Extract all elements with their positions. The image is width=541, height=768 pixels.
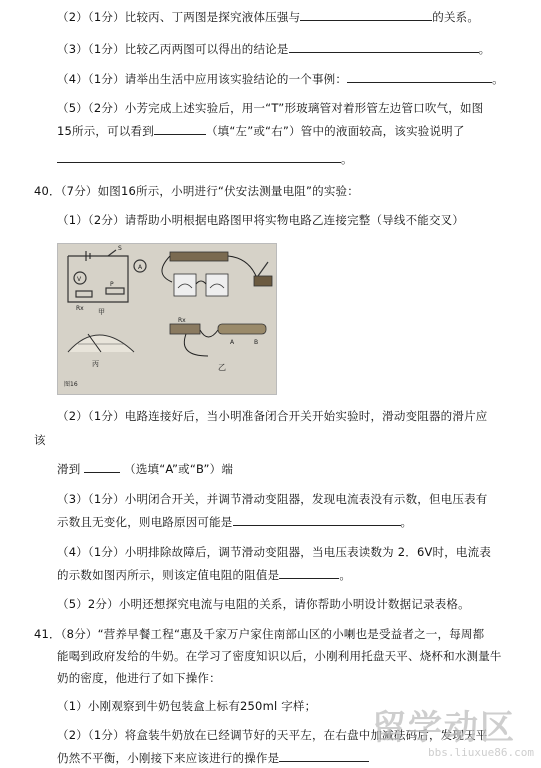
battery-holder xyxy=(170,252,228,261)
q41-part1: （1）小刚观察到牛奶包装盒上标有250ml 字样； xyxy=(57,699,317,713)
resistor-board xyxy=(170,324,200,334)
label-b2: B xyxy=(254,339,259,346)
q39-part5-text-a: 15所示，可以看到 xyxy=(57,124,154,138)
period: 。 xyxy=(478,42,491,56)
q40-part2-text-a: 滑到 xyxy=(57,462,81,476)
q39-part2-text: （2）（1分）比较丙、丁两图是探究液体压强与 xyxy=(57,10,301,24)
rheostat xyxy=(218,324,266,334)
q40-part5: （5）2分）小明还想探究电流与电阻的关系，请你帮助小明设计数据记录表格。 xyxy=(57,597,470,611)
q40-title: 40．（7分）如图16所示，小明进行“伏安法测量电阻”的实验： xyxy=(34,184,359,198)
answer-blank[interactable] xyxy=(300,8,432,21)
q39-part2-suffix: 的关系。 xyxy=(432,10,480,24)
period: 。 xyxy=(400,515,413,529)
q41-part2-text: 仍然不平衡，小刚接下来应该进行的操作是 xyxy=(57,751,280,765)
answer-blank[interactable] xyxy=(84,460,120,473)
q40-part1: （1）（2分）请帮助小明根据电路图甲将实物电路乙连接完整（导线不能交叉） xyxy=(57,213,465,227)
period: 。 xyxy=(339,568,352,582)
answer-blank[interactable] xyxy=(154,122,206,135)
label-a2: A xyxy=(230,339,235,346)
q39-part5-line2 xyxy=(57,122,465,139)
q39-part2 xyxy=(57,8,479,25)
ammeter xyxy=(174,274,196,296)
label-a: A xyxy=(138,264,143,271)
answer-blank[interactable] xyxy=(347,70,492,83)
label-bing: 丙 xyxy=(92,360,99,368)
watermark-url: bbs.liuxue86.com xyxy=(428,746,534,759)
q41-line1: 41．（8分）“营养早餐工程“惠及千家万户家住南部山区的小喇也是受益者之一，每周都 xyxy=(34,627,485,641)
answer-blank[interactable] xyxy=(57,150,341,163)
answer-blank[interactable] xyxy=(279,566,339,579)
q39-part4-text: （4）（1分）请举出生活中应用该实验结论的一个事例： xyxy=(57,72,348,86)
q41-line3: 奶的密度，他进行了如下操作： xyxy=(57,671,221,685)
label-yi: 乙 xyxy=(218,363,226,372)
q39-part5-line1: （5）（2分）小芳完成上述实验后，用一“T”形玻璃管对着形管左边管口吹气，如图 xyxy=(57,101,484,115)
label-jia: 甲 xyxy=(98,308,105,316)
label-s: S xyxy=(118,245,122,252)
q39-part5-text-b: （填“左”或“右”）管中的液面较高，该实验说明了 xyxy=(205,124,465,138)
label-p: P xyxy=(110,281,114,288)
figure-caption: 图16 xyxy=(64,381,78,388)
q40-part4-line2 xyxy=(57,566,351,583)
q41-part2-line1: （2）（1分）将盒装牛奶放在已经调节好的天平左，在右盘中加减砝码后，发现天平 xyxy=(57,728,488,742)
q40-part4-line1: （4）（1分）小明排除故障后，调节滑动变阻器，当电压表读数为 2．6V时，电流表 xyxy=(57,545,492,559)
q40-part3-line1: （3）（1分）小明闭合开关，并调节滑动变阻器，发现电流表没有示数，但电压表有 xyxy=(57,492,488,506)
period: 。 xyxy=(492,72,504,86)
q39-part4 xyxy=(57,70,504,87)
period: 。 xyxy=(341,152,353,166)
answer-blank[interactable] xyxy=(233,513,401,526)
watermark xyxy=(368,700,538,768)
figure-16-circuit xyxy=(57,243,277,395)
answer-blank[interactable] xyxy=(289,40,479,53)
switch xyxy=(254,276,272,286)
answer-blank[interactable] xyxy=(279,749,369,762)
q40-part3-line2 xyxy=(57,513,412,530)
circuit-figure-svg xyxy=(58,244,276,394)
q40-part4-text: 的示数如图丙所示，则该定值电阻的阻值是 xyxy=(57,568,280,582)
q39-part3-text: （3）（1分）比较乙丙两图可以得出的结论是 xyxy=(57,42,289,56)
q41-line2: 能喝到政府发给的牛奶。在学习了密度知识以后，小刚利用托盘天平、烧杯和水测量牛 xyxy=(57,649,502,663)
q40-part2-text-b: （选填“A”或“B”）端 xyxy=(124,462,234,476)
label-v: V xyxy=(77,276,82,283)
q39-part5-line3 xyxy=(57,150,353,167)
q40-part2-line1: （2）（1分）电路连接好后，当小明准备闭合开关开始实验时，滑动变阻器的滑片应 xyxy=(57,409,488,423)
q41-part2-line2 xyxy=(57,749,369,766)
q40-part3-text: 示数且无变化，则电路原因可能是 xyxy=(57,515,233,529)
voltmeter xyxy=(206,274,228,296)
q40-part2-line2: 该 xyxy=(34,433,46,447)
label-rx: Rx xyxy=(76,305,84,312)
label-rx2: Rx xyxy=(178,317,186,324)
q40-part2-line3 xyxy=(57,460,233,477)
q39-part3 xyxy=(57,40,490,57)
watermark-logo-text: 留学动区 xyxy=(372,708,516,748)
